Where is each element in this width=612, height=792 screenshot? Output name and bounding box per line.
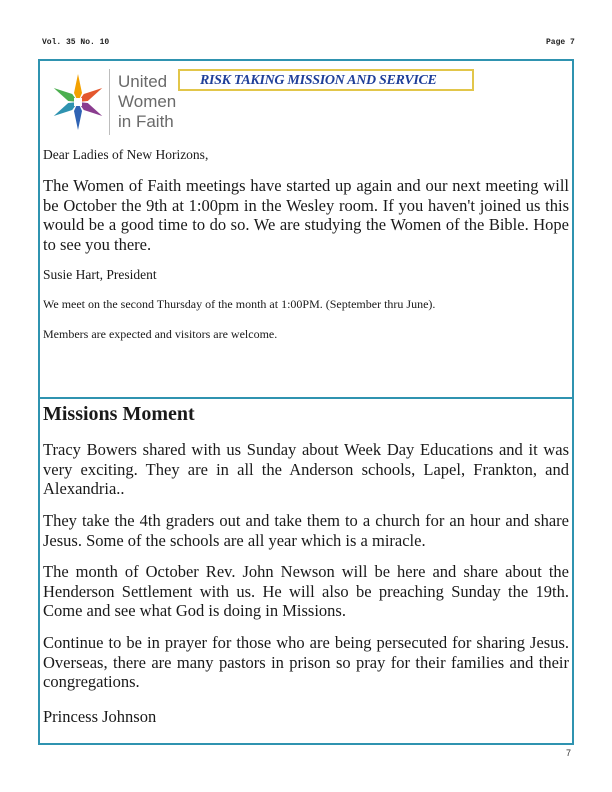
- missions-paragraph-4: Continue to be in prayer for those who are being persecuted for sharing Jesus. Overseas, there are many pastors in prison so pray for their families and their congregations.: [43, 633, 569, 691]
- greeting: Dear Ladies of New Horizons,: [43, 147, 209, 162]
- logo-wordmark: [118, 72, 176, 132]
- volume-label: Vol. 35 No. 10: [42, 38, 110, 47]
- mission-banner-text: RISK TAKING MISSION AND SERVICE: [200, 73, 437, 88]
- logo-line-1: United: [118, 72, 168, 91]
- logo-line-3: in Faith: [118, 112, 174, 131]
- meeting-announcement: The Women of Faith meetings have started up again and our next meeting will be October the 9th at 1:00pm in the Wesley room. If you haven't joined us this would be a good time to do so. We are studying the Women of the Bible. Hope to see you there.: [43, 176, 569, 254]
- page-label: Page 7: [546, 38, 575, 47]
- missions-paragraph-3: The month of October Rev. John Newson will be here and share about the Henderson Settlement with us. He will also be preaching Sunday the 19th. Come and see what God is doing in Missions.: [43, 562, 569, 620]
- logo-line-2: Women: [118, 92, 177, 111]
- president-signature: Susie Hart, President: [43, 267, 157, 282]
- logo-divider: [109, 69, 110, 135]
- section-title: Missions Moment: [43, 403, 195, 425]
- missions-paragraph-2: They take the 4th graders out and take them to a church for an hour and share Jesus. Some of the schools are all year which is a miracle.: [43, 511, 569, 550]
- members-note: Members are expected and visitors are welcome.: [43, 327, 278, 341]
- mission-banner: [178, 69, 474, 91]
- meeting-schedule: We meet on the second Thursday of the month at 1:00PM. (September thru June).: [43, 297, 436, 311]
- united-women-in-faith-logo: [52, 69, 182, 135]
- missions-paragraph-1: Tracy Bowers shared with us Sunday about Week Day Educations and it was very exciting. They are in all the Anderson schools, Lapel, Frankton, and Alexandria..: [43, 440, 569, 498]
- women-in-faith-box: [38, 59, 574, 399]
- flower-logo-icon: [52, 69, 104, 135]
- page-number: 7: [566, 748, 572, 758]
- missions-signature: Princess Johnson: [43, 707, 157, 726]
- missions-moment-box: [38, 397, 574, 745]
